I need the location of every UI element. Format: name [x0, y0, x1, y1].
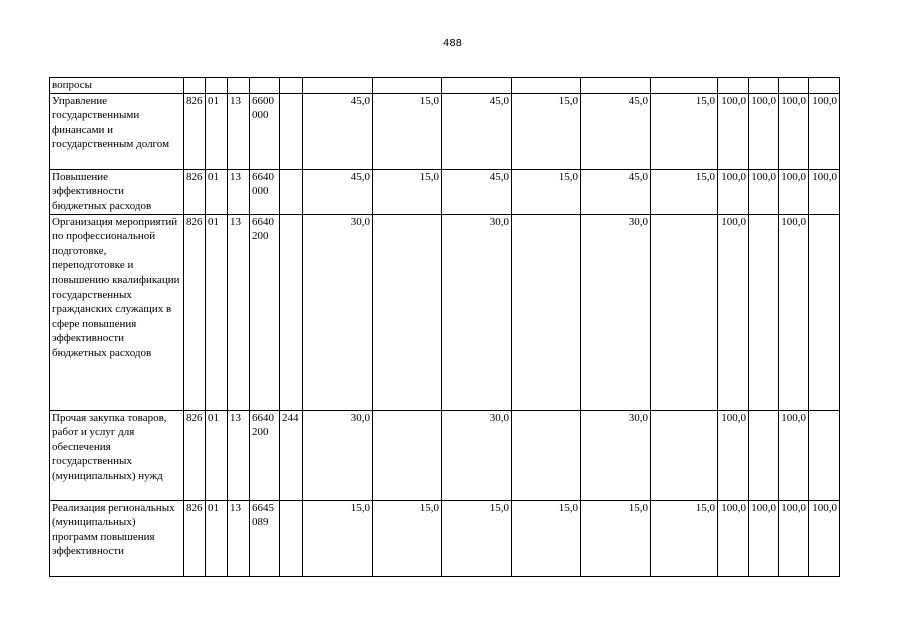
amount-4-cell — [512, 214, 581, 410]
subsection-code-cell — [228, 78, 250, 94]
amount-3-cell: 45,0 — [442, 93, 512, 169]
percent-3-cell: 100,0 — [779, 93, 809, 169]
percent-3-cell: 100,0 — [779, 500, 809, 576]
amount-2-cell: 15,0 — [373, 500, 442, 576]
target-article-code-cell: 6640 000 — [250, 169, 280, 214]
table-row — [50, 214, 840, 410]
subsection-code-cell: 13 — [228, 93, 250, 169]
row-name-cell: Реализация региональных (муниципальных) программ повышения эффективности — [50, 500, 184, 576]
amount-4-cell: 15,0 — [512, 93, 581, 169]
expense-type-code-cell — [280, 169, 303, 214]
row-name-cell: Повышение эффективности бюджетных расходов — [50, 169, 184, 214]
row-name-cell: вопросы — [50, 78, 184, 94]
amount-1-cell — [303, 78, 373, 94]
amount-3-cell — [442, 78, 512, 94]
expense-type-code-cell: 244 — [280, 410, 303, 500]
amount-6-cell — [651, 214, 718, 410]
percent-4-cell: 100,0 — [809, 169, 840, 214]
amount-2-cell — [373, 410, 442, 500]
table-row — [50, 500, 840, 576]
section-code-cell: 01 — [206, 169, 228, 214]
row-name-cell: Управление государственными финансами и государственным долгом — [50, 93, 184, 169]
amount-6-cell: 15,0 — [651, 500, 718, 576]
amount-2-cell — [373, 214, 442, 410]
percent-1-cell: 100,0 — [718, 410, 749, 500]
percent-3-cell: 100,0 — [779, 214, 809, 410]
row-name-cell: Организация мероприятий по профессиональной подготовке, переподготовке и повышению квалификации государственных гражданских служащих в сфере повышения эффективности бюджетных расходов — [50, 214, 184, 410]
section-code-cell: 01 — [206, 500, 228, 576]
amount-1-cell: 45,0 — [303, 93, 373, 169]
amount-3-cell: 15,0 — [442, 500, 512, 576]
amount-6-cell: 15,0 — [651, 93, 718, 169]
section-code-cell — [206, 78, 228, 94]
percent-3-cell: 100,0 — [779, 410, 809, 500]
target-article-code-cell — [250, 78, 280, 94]
amount-5-cell: 30,0 — [581, 410, 651, 500]
percent-3-cell — [779, 78, 809, 94]
percent-3-cell: 100,0 — [779, 169, 809, 214]
subsection-code-cell: 13 — [228, 410, 250, 500]
amount-2-cell: 15,0 — [373, 169, 442, 214]
amount-4-cell — [512, 410, 581, 500]
amount-1-cell: 45,0 — [303, 169, 373, 214]
row-name-cell: Прочая закупка товаров, работ и услуг для обеспечения государственных (муниципальных) нужд — [50, 410, 184, 500]
percent-1-cell: 100,0 — [718, 214, 749, 410]
percent-4-cell — [809, 214, 840, 410]
percent-1-cell: 100,0 — [718, 169, 749, 214]
target-article-code-cell: 6645 089 — [250, 500, 280, 576]
target-article-code-cell: 6640 200 — [250, 214, 280, 410]
amount-1-cell: 30,0 — [303, 410, 373, 500]
percent-2-cell: 100,0 — [749, 169, 779, 214]
ved-code-cell: 826 — [184, 410, 206, 500]
ved-code-cell: 826 — [184, 500, 206, 576]
subsection-code-cell: 13 — [228, 214, 250, 410]
section-code-cell: 01 — [206, 410, 228, 500]
expense-type-code-cell — [280, 78, 303, 94]
percent-4-cell — [809, 410, 840, 500]
amount-4-cell: 15,0 — [512, 500, 581, 576]
table-row — [50, 169, 840, 214]
table-row — [50, 93, 840, 169]
percent-2-cell: 100,0 — [749, 500, 779, 576]
section-code-cell: 01 — [206, 214, 228, 410]
expense-type-code-cell — [280, 500, 303, 576]
target-article-code-cell: 6600 000 — [250, 93, 280, 169]
amount-6-cell — [651, 410, 718, 500]
amount-3-cell: 45,0 — [442, 169, 512, 214]
budget-table — [49, 77, 840, 577]
table-row — [50, 78, 840, 94]
amount-1-cell: 30,0 — [303, 214, 373, 410]
amount-5-cell — [581, 78, 651, 94]
ved-code-cell: 826 — [184, 169, 206, 214]
percent-4-cell: 100,0 — [809, 500, 840, 576]
amount-2-cell — [373, 78, 442, 94]
amount-5-cell: 15,0 — [581, 500, 651, 576]
percent-2-cell — [749, 214, 779, 410]
amount-4-cell: 15,0 — [512, 169, 581, 214]
percent-4-cell — [809, 78, 840, 94]
subsection-code-cell: 13 — [228, 500, 250, 576]
percent-2-cell: 100,0 — [749, 93, 779, 169]
amount-4-cell — [512, 78, 581, 94]
amount-1-cell: 15,0 — [303, 500, 373, 576]
amount-5-cell: 45,0 — [581, 93, 651, 169]
expense-type-code-cell — [280, 214, 303, 410]
expense-type-code-cell — [280, 93, 303, 169]
percent-2-cell — [749, 410, 779, 500]
table-row — [50, 410, 840, 500]
amount-5-cell: 30,0 — [581, 214, 651, 410]
amount-2-cell: 15,0 — [373, 93, 442, 169]
amount-3-cell: 30,0 — [442, 214, 512, 410]
ved-code-cell — [184, 78, 206, 94]
amount-5-cell: 45,0 — [581, 169, 651, 214]
ved-code-cell: 826 — [184, 93, 206, 169]
amount-3-cell: 30,0 — [442, 410, 512, 500]
subsection-code-cell: 13 — [228, 169, 250, 214]
page-number: 488 — [442, 38, 463, 49]
amount-6-cell: 15,0 — [651, 169, 718, 214]
percent-2-cell — [749, 78, 779, 94]
ved-code-cell: 826 — [184, 214, 206, 410]
percent-1-cell — [718, 78, 749, 94]
section-code-cell: 01 — [206, 93, 228, 169]
percent-4-cell: 100,0 — [809, 93, 840, 169]
percent-1-cell: 100,0 — [718, 93, 749, 169]
target-article-code-cell: 6640 200 — [250, 410, 280, 500]
table-body — [50, 78, 840, 577]
percent-1-cell: 100,0 — [718, 500, 749, 576]
amount-6-cell — [651, 78, 718, 94]
